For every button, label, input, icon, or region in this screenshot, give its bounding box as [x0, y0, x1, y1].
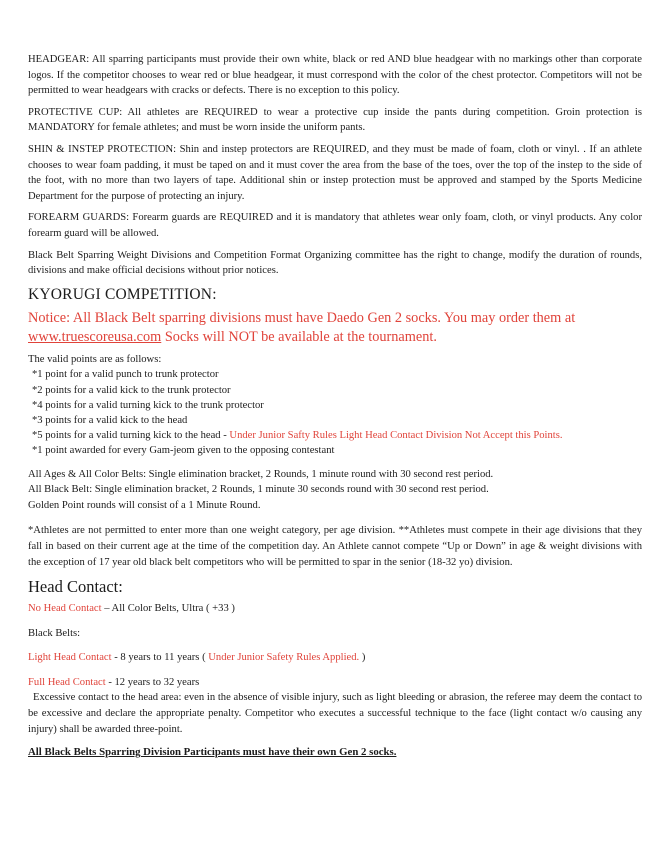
- kyorugi-heading: KYORUGI COMPETITION:: [28, 285, 217, 303]
- no-head-contact-text: – All Color Belts, Ultra ( +33 ): [101, 603, 235, 615]
- rounds-black-belt: All Black Belt: Single elimination bracket, 2 Rounds, 1 minute 30 seconds round with 30 second rest period.: [28, 484, 489, 496]
- notice-text: Notice: All Black Belt sparring divisions must have Daedo Gen 2 socks. You may order them at: [28, 309, 576, 326]
- gen2-socks-requirement: All Black Belts Sparring Division Participants must have their own Gen 2 socks.: [28, 746, 397, 759]
- committee-paragraph: Black Belt Sparring Weight Divisions and Competition Format Organizing committee has the right to change, modify the duration of rounds, divisions and make official decisions without prior notices.: [28, 249, 642, 277]
- no-head-contact-line: [28, 601, 642, 617]
- full-head-contact-text: - 12 years to 32 years: [105, 676, 200, 688]
- light-head-contact-close: ): [359, 652, 366, 664]
- golden-point-rounds: Golden Point rounds will consist of a 1 Minute Round.: [28, 499, 261, 511]
- full-head-contact-label: Full Head Contact: [28, 676, 106, 688]
- point-five-text: *5 points for a valid turning kick to the head -: [32, 430, 230, 442]
- points-intro: The valid points are as follows:: [28, 353, 162, 365]
- point-item: *1 point for a valid punch to trunk protector: [32, 369, 219, 381]
- no-head-contact-label: No Head Contact: [28, 603, 102, 615]
- black-belts-label: Black Belts:: [28, 627, 81, 639]
- light-head-contact-text: - 8 years to 11 years (: [111, 652, 209, 664]
- junior-safety-rule: Under Junior Safety Rules Applied.: [208, 652, 360, 664]
- headgear-paragraph: HEADGEAR: All sparring participants must provide their own white, black or red AND blue headgear with no markings other than corporate logos. If the competitor chooses to wear red or blue headgear, it must correspond with the color of the chest protector. Competitors will not be permitted to wear headgears with cracks or defects. There is no exception to this policy.: [28, 54, 642, 97]
- point-item-gamjeom: *1 point awarded for every Gam-jeom given to the opposing contestant: [32, 445, 335, 457]
- full-head-contact-line: [28, 675, 642, 691]
- points-list: [28, 367, 642, 458]
- point-item: *2 points for a valid kick to the trunk protector: [32, 384, 231, 396]
- truescore-link[interactable]: www.truescoreusa.com: [28, 328, 162, 345]
- light-head-contact-label: Light Head Contact: [28, 652, 112, 664]
- point-item-five: [28, 428, 642, 443]
- protective-cup-paragraph: PROTECTIVE CUP: All athletes are REQUIRED to wear a protective cup inside the pants during competition. Groin protection is MANDATORY for female athletes; and must be worn inside the uniform pants.: [28, 106, 642, 134]
- point-five-note: Under Junior Safty Rules Light Head Contact Division Not Accept this Points.: [229, 430, 563, 442]
- light-head-contact-line: [28, 650, 642, 666]
- document-page: [28, 52, 642, 761]
- point-item: *3 points for a valid kick to the head: [32, 414, 188, 426]
- shin-instep-paragraph: SHIN & INSTEP PROTECTION: Shin and instep protectors are REQUIRED, and they must be made of foam, cloth or vinyl. . If an athlete chooses to wear foam padding, it must be taped on and it must cover the area from the base of the toes, over the top of the instep to the side of the foot, with no more than two layers of tape. Additional shin or instep protection must be approved and stamped by the Sports Medicine Department for the purpose of protecting an injury.: [28, 143, 642, 202]
- head-contact-heading: Head Contact:: [28, 577, 123, 597]
- rounds-color-belts: All Ages & All Color Belts: Single elimination bracket, 2 Rounds, 1 minute round with 30 second rest period.: [28, 468, 494, 480]
- athletes-note: *Athletes are not permitted to enter more than one weight category, per age division. **Athletes must compete in their age divisions that they fall in based on their current age at the time of the competition day. An Athlete cannot compete “Up or Down” in age & weight divisions with the exception of 17 year old black belt competitors who will be permitted to spar in the senior (18-32 yo) division.: [28, 525, 642, 568]
- excessive-contact-paragraph: Excessive contact to the head area: even in the absence of visible injury, such as light bleeding or abrasion, the referee may deem the contact to be excessive and declare the appropriate penalty. Competitor who executes a successful technique to the face (light contact w/o causing any injury) shall be awarded three-point.: [28, 692, 642, 735]
- notice-text-end: Socks will NOT be available at the tournament.: [161, 328, 437, 345]
- forearm-guards-paragraph: FOREARM GUARDS: Forearm guards are REQUIRED and it is mandatory that athletes wear only foam, cloth, or vinyl products. Any color forearm guard will be allowed.: [28, 212, 642, 239]
- socks-notice: [28, 309, 642, 347]
- point-item: *4 points for a valid turning kick to the trunk protector: [32, 399, 264, 411]
